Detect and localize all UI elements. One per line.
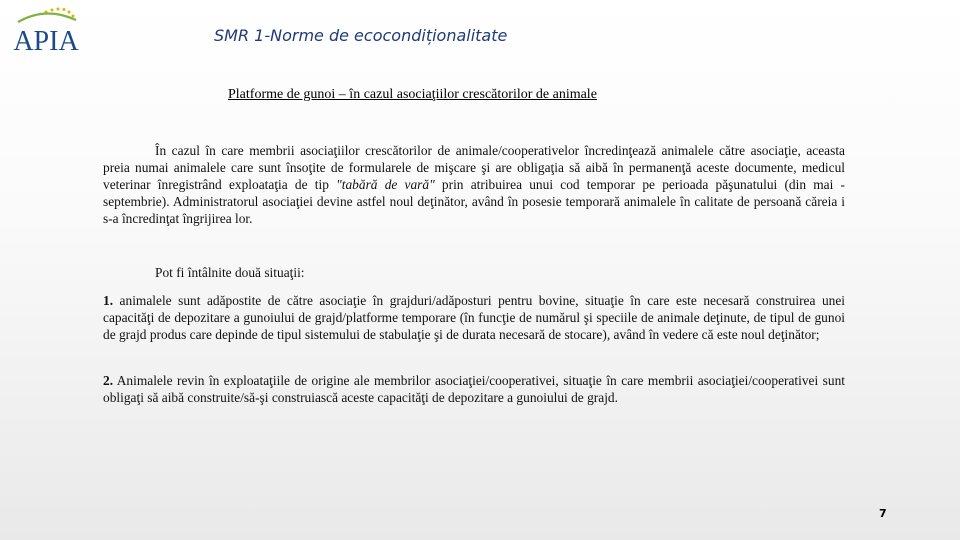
apia-logo-graphic	[8, 4, 84, 60]
paragraph-intro	[103, 142, 845, 227]
situations-intro: Pot fi întâlnite două situaţii:	[155, 265, 305, 280]
paragraph-intro-text-2: prin atribuirea unui cod temporar pe perioada păşunatului (din mai - septembrie). Administratorul asociaţiei devine astfel noul deţinător, având în posesie temporară animalele în calitate de persoană căreia i s-a încredinţat îngrijirea lor.	[103, 177, 846, 226]
situation-1	[103, 292, 845, 343]
page-number: 7	[879, 507, 887, 520]
situation-1-text: animalele sunt adăpostite de către asociaţie în grajduri/adăposturi pentru bovine, situaţie în care este necesară construirea unei capacităţi de depozitare a gunoiului de grajd/platforme temporare (în funcţie de numărul şi speciile de animale deţinute, de tipul de gunoi de grajd produs care depinde de tipul sistemului de stabulaţie şi de durata necesară de stocare), având în vedere că este noul deţinător;	[103, 293, 845, 342]
paragraph-intro-text-1: În cazul în care membrii asociaţiilor crescătorilor de animale/cooperativelor încredinţează animalele către asociaţie, aceasta preia numai animalele care sunt însoţite de formularele de mişcare şi are obligaţia să aibă în permanenţă aceste documente, medicul veterinar înregistrând exploataţia de tip	[103, 143, 845, 192]
situation-2	[103, 372, 845, 406]
apia-logo	[8, 4, 84, 60]
paragraph-intro-italic: "tabără de vară"	[336, 177, 435, 192]
logo-arc-icon	[18, 13, 76, 22]
logo-text: APIA	[13, 26, 79, 57]
situation-2-text: Animalele revin în exploataţiile de origine ale membrilor asociaţiei/cooperativei, situaţie în care membrii asociaţiei/cooperativei sunt obligaţi să aibă construite/să-şi construiască aceste capacităţi de depozitare a gunoiului de grajd.	[103, 373, 845, 405]
section-title: Platforme de gunoi – în cazul asociaţiilor crescătorilor de animale	[228, 87, 597, 102]
page-header-title: SMR 1-Norme de ecocondiționalitate	[214, 26, 508, 45]
situation-1-number: 1.	[103, 293, 114, 308]
situation-2-number: 2.	[103, 373, 114, 388]
